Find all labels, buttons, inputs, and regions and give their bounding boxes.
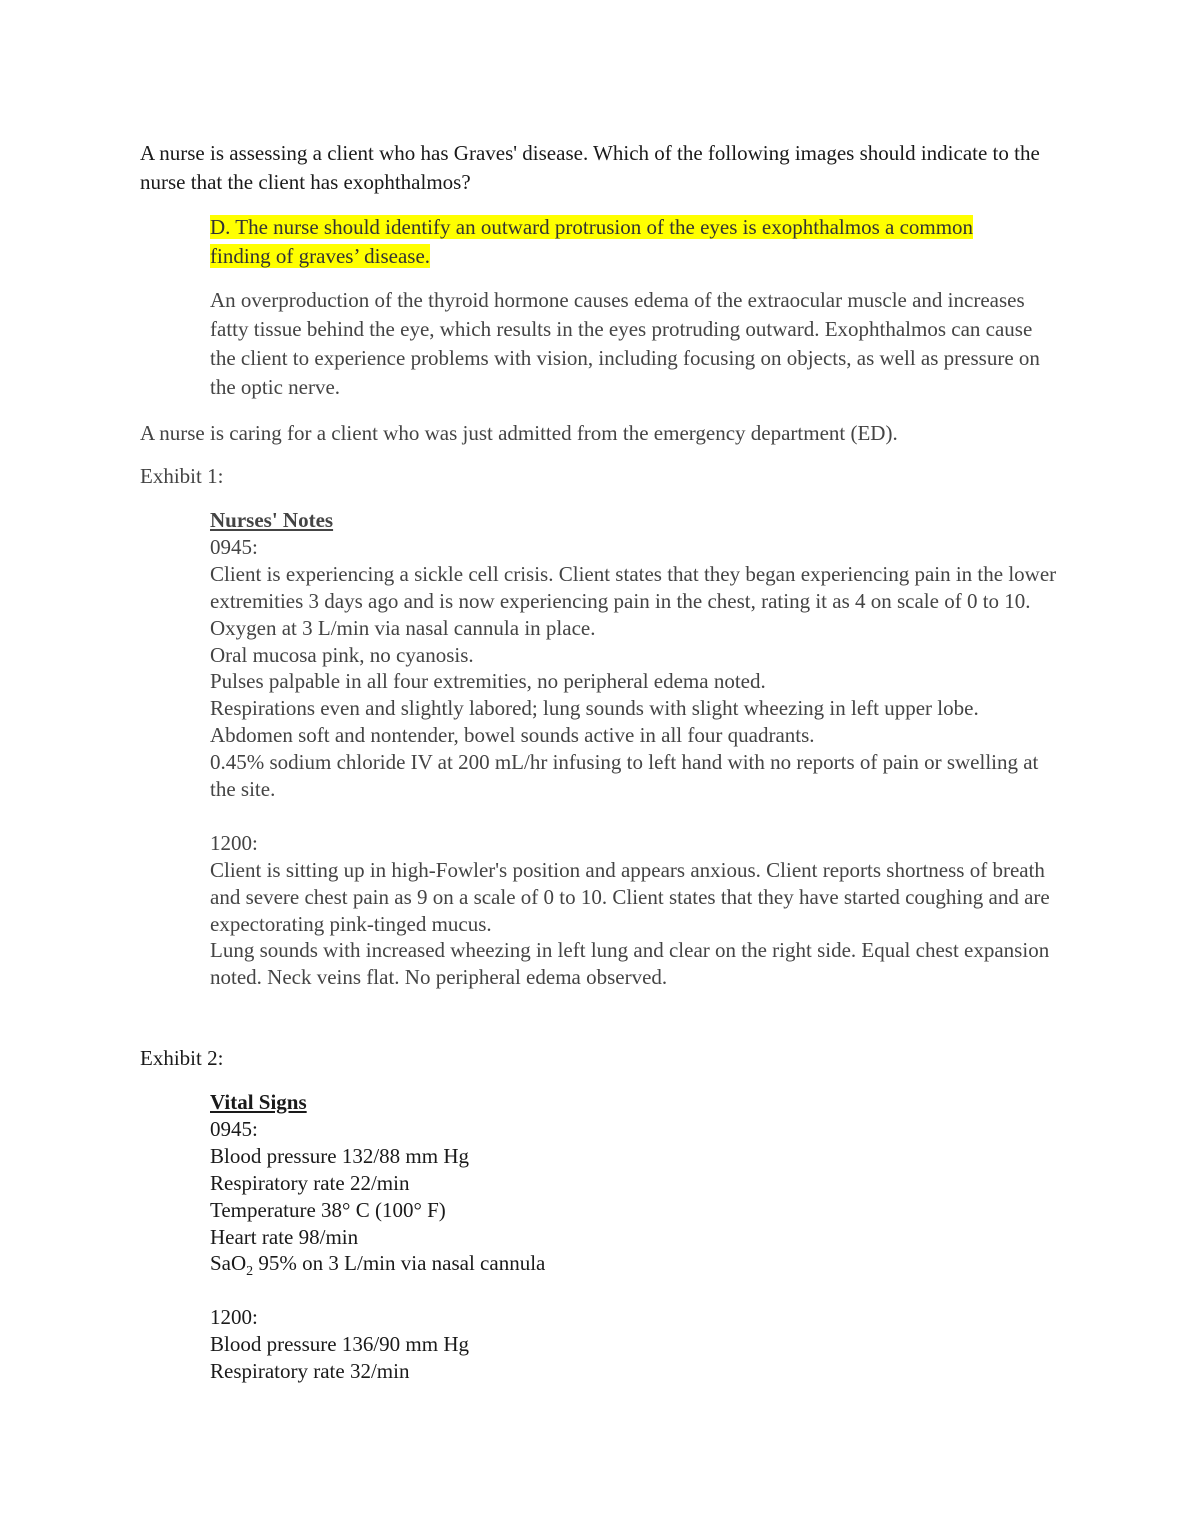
case-intro: A nurse is caring for a client who was just admitted from the emergency department (ED). — [140, 421, 898, 445]
heart-rate-0945: Heart rate 98/min — [210, 1224, 359, 1249]
sao2-value: 95% on 3 L/min via nasal cannula — [253, 1251, 546, 1276]
note-line: Lung sounds with increased wheezing in left lung and clear on the right side. Equal chest expansion noted. Neck veins flat. No peripheral edema observed. — [210, 938, 1050, 990]
respiratory-rate-0945: Respiratory rate 22/min — [210, 1170, 410, 1195]
note-line: Pulses palpable in all four extremities, no peripheral edema noted. — [210, 669, 766, 694]
answer-highlight: D. The nurse should identify an outward protrusion of the eyes is exophthalmos a common finding of graves’ disease. — [210, 215, 974, 268]
spacer — [210, 803, 1060, 830]
note-line: Abdomen soft and nontender, bowel sounds active in all four quadrants. — [210, 723, 815, 748]
rationale-text: An overproduction of the thyroid hormone causes edema of the extraocular muscle and increases fatty tissue behind the eye, which results in the eyes protruding outward. Exophthalmos can cause the client to experience problems with vision, including focusing on objects, as well as pressure on the optic nerve. — [210, 288, 1040, 399]
vitals-time-1200: 1200: — [210, 1305, 258, 1330]
vitals-time-0945: 0945: — [210, 1116, 258, 1141]
nurses-notes-heading: Nurses' Notes — [210, 508, 334, 532]
sao2-0945 — [210, 1250, 1060, 1280]
answer-text — [210, 213, 1000, 271]
sao2-prefix: SaO — [210, 1251, 247, 1276]
spacer — [210, 1277, 1060, 1304]
note-line: 0.45% sodium chloride IV at 200 mL/hr infusing to left hand with no reports of pain or swelling at the site. — [210, 750, 1039, 802]
nurses-notes — [210, 507, 1060, 991]
note-line: Client is sitting up in high-Fowler's position and appears anxious. Client reports shortness of breath and severe chest pain as 9 on a scale of 0 to 10. Client states that they have started coughing and are expectorating pink-tinged mucus. — [210, 857, 1050, 936]
note-line: Client is experiencing a sickle cell crisis. Client states that they began experiencing pain in the lower extremities 3 days ago and is now experiencing pain in the chest, rating it as 4 on scale of 0 to 10. — [210, 561, 1057, 613]
notes-time-1200: 1200: — [210, 830, 258, 855]
exhibit-2-label: Exhibit 2: — [140, 1046, 224, 1070]
note-line: Oxygen at 3 L/min via nasal cannula in place. — [210, 615, 596, 640]
note-line: Oral mucosa pink, no cyanosis. — [210, 642, 474, 667]
vital-signs-heading: Vital Signs — [210, 1090, 307, 1114]
temperature-0945: Temperature 38° C (100° F) — [210, 1197, 446, 1222]
blood-pressure-1200: Blood pressure 136/90 mm Hg — [210, 1332, 469, 1357]
question-text: A nurse is assessing a client who has Graves' disease. Which of the following images should indicate to the nurse that the client has exophthalmos? — [140, 141, 1040, 194]
exhibit-1-label: Exhibit 1: — [140, 464, 224, 488]
sao2-subscript: 2 — [246, 1264, 254, 1280]
vital-signs — [210, 1089, 1060, 1385]
notes-time-0945: 0945: — [210, 534, 258, 559]
note-line: Respirations even and slightly labored; lung sounds with slight wheezing in left upper lobe. — [210, 696, 979, 721]
respiratory-rate-1200: Respiratory rate 32/min — [210, 1359, 410, 1384]
blood-pressure-0945: Blood pressure 132/88 mm Hg — [210, 1143, 469, 1168]
